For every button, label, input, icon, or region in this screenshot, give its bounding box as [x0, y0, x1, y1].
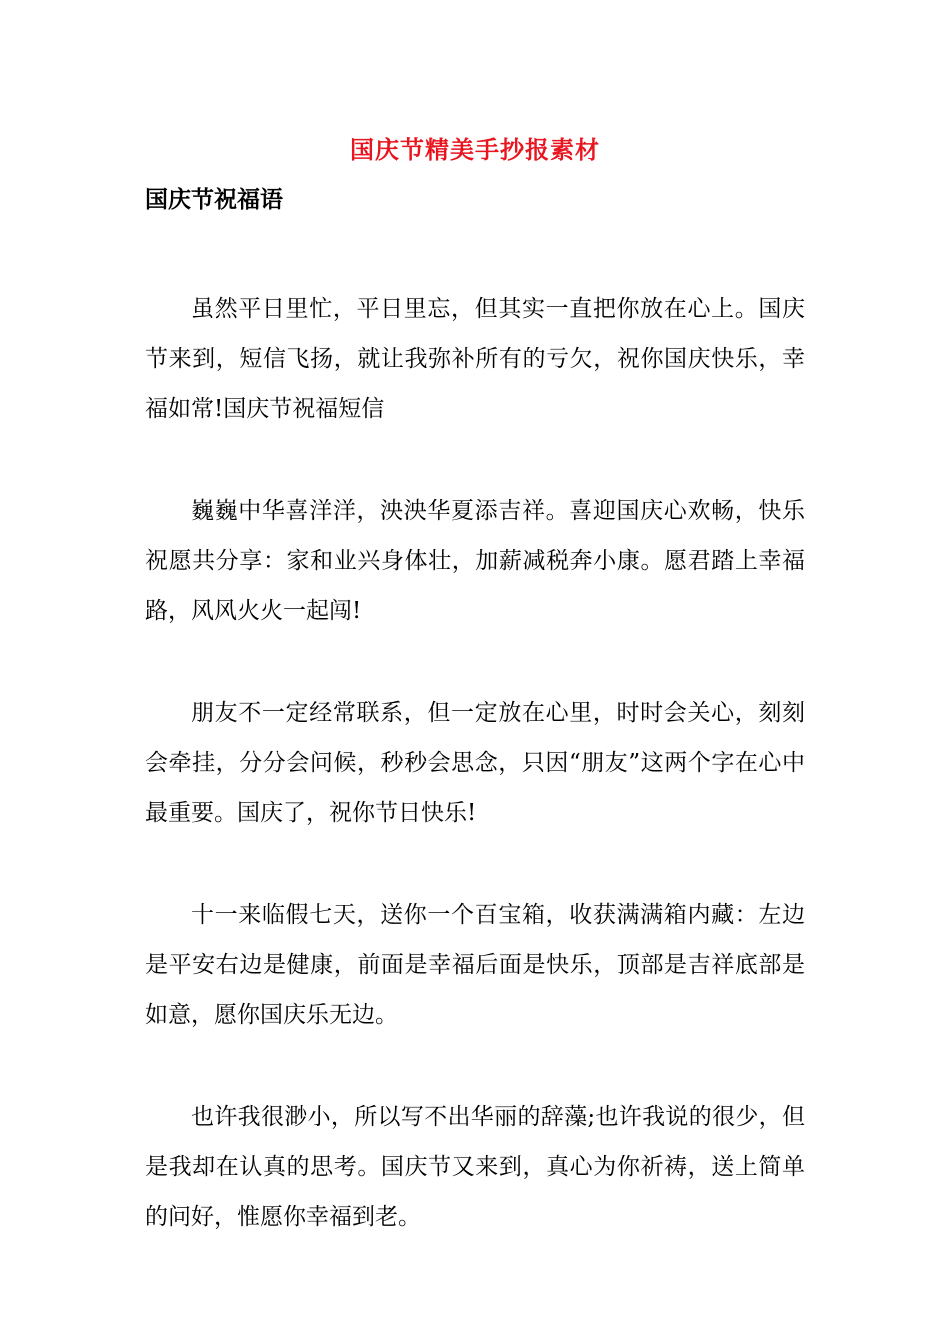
paragraph: 巍巍中华喜洋洋，泱泱华夏添吉祥。喜迎国庆心欢畅，快乐祝愿共分享：家和业兴身体壮，加薪减税奔小康。愿君踏上幸福路，风风火火一起闯! — [145, 498, 805, 624]
document-body — [145, 284, 805, 1294]
document-title: 国庆节精美手抄报素材 — [350, 135, 600, 164]
paragraph: 十一来临假七天，送你一个百宝箱，收获满满箱内藏：左边是平安右边是健康，前面是幸福后面是快乐，顶部是吉祥底部是如意，愿你国庆乐无边。 — [145, 902, 805, 1028]
paragraph: 也许我很渺小，所以写不出华丽的辞藻;也许我说的很少，但是我却在认真的思考。国庆节又来到，真心为你祈祷，送上简单的问好，惟愿你幸福到老。 — [145, 1104, 805, 1230]
paragraph: 朋友不一定经常联系，但一定放在心里，时时会关心，刻刻会牵挂，分分会问候，秒秒会思念，只因“朋友”这两个字在心中最重要。国庆了，祝你节日快乐! — [145, 700, 805, 826]
paragraph: 虽然平日里忙，平日里忘，但其实一直把你放在心上。国庆节来到，短信飞扬，就让我弥补所有的亏欠，祝你国庆快乐，幸福如常!国庆节祝福短信 — [145, 296, 805, 422]
section-heading: 国庆节祝福语 — [145, 186, 283, 213]
